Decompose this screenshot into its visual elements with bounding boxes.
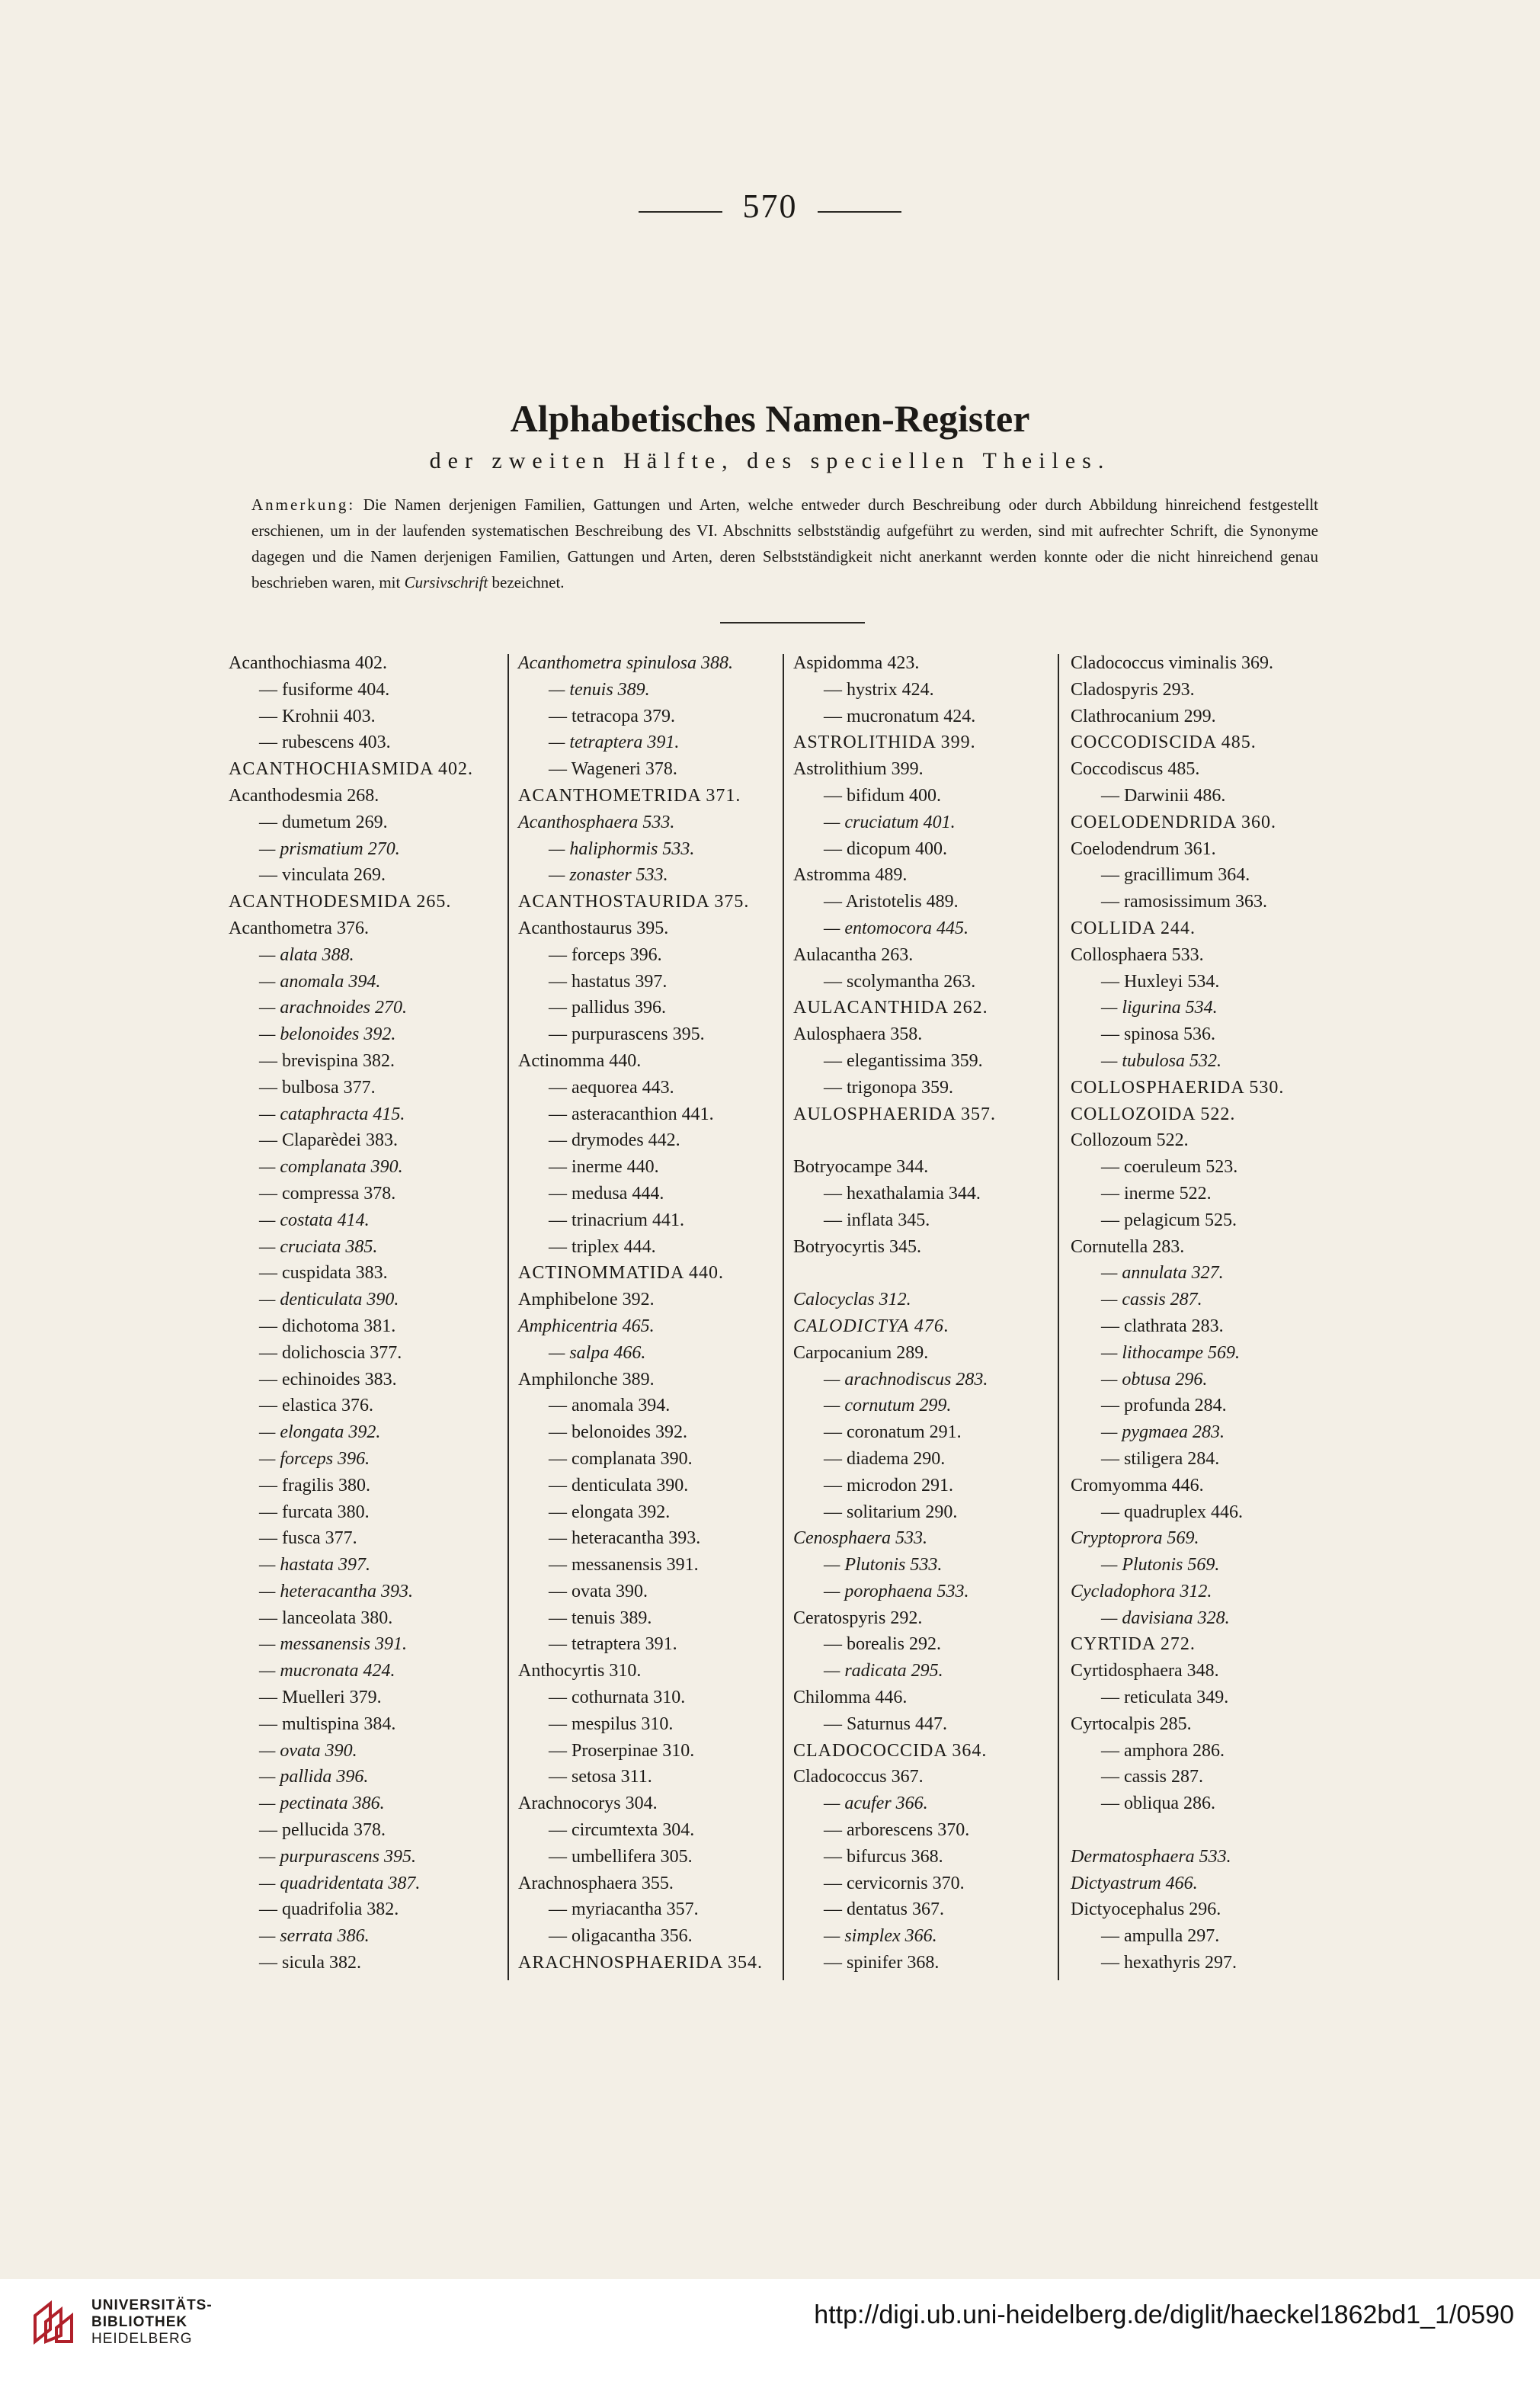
index-entry: AULOSPHAERIDA 357. [793, 1104, 997, 1124]
index-entry: — borealis 292. [824, 1634, 941, 1655]
index-entry: — sicula 382. [259, 1953, 361, 1973]
index-entry: — forceps 396. [259, 1448, 370, 1469]
note-lead: Anmerkung: [251, 495, 356, 514]
index-entry: Acanthometra 376. [229, 918, 369, 938]
page-title: Alphabetisches Namen-Register [510, 397, 1030, 440]
index-entry: Acanthochiasma 402. [229, 653, 387, 673]
index-entry: — mucronatum 424. [824, 706, 976, 726]
index-entry: Cladospyris 293. [1071, 679, 1195, 700]
index-entry: Clathrocanium 299. [1071, 706, 1216, 726]
source-url-link[interactable]: http://digi.ub.uni-heidelberg.de/diglit/haeckel1862bd1_1/0590 [814, 2300, 1514, 2329]
index-entry: — tubulosa 532. [1101, 1050, 1222, 1071]
index-entry: — hexathalamia 344. [824, 1183, 981, 1204]
index-entry: — denticulata 390. [549, 1475, 689, 1495]
index-entry: Aspidomma 423. [793, 653, 920, 673]
library-name-line-3: HEIDELBERG [91, 2331, 193, 2347]
index-entry: — spinosa 536. [1101, 1024, 1215, 1045]
index-entry: — cassis 287. [1101, 1767, 1203, 1787]
index-entry: — ampulla 297. [1101, 1926, 1220, 1947]
index-entry: — salpa 466. [549, 1342, 646, 1363]
index-entry: Cyrtidosphaera 348. [1071, 1661, 1219, 1681]
index-column-3 [793, 650, 1037, 1976]
index-entry: — ovata 390. [259, 1740, 357, 1761]
index-entry: — pelagicum 525. [1101, 1210, 1237, 1230]
index-entry: — cruciatum 401. [824, 812, 956, 832]
index-entry: — rubescens 403. [259, 732, 391, 753]
index-entry: — reticulata 349. [1101, 1688, 1229, 1708]
index-entry: — complanata 390. [549, 1448, 693, 1469]
index-entry: COLLOZOIDA 522. [1071, 1104, 1236, 1124]
index-entry: — dicopum 400. [824, 838, 947, 859]
index-entry: — vinculata 269. [259, 865, 386, 886]
index-entry: — Aristotelis 489. [824, 892, 959, 912]
index-entry: — radicata 295. [824, 1661, 943, 1681]
index-entry: Arachnosphaera 355. [518, 1873, 674, 1893]
index-entry: — annulata 327. [1101, 1263, 1224, 1284]
index-entry: — quadruplex 446. [1101, 1502, 1243, 1522]
index-entry: — bulbosa 377. [259, 1077, 376, 1098]
index-entry: — coeruleum 523. [1101, 1157, 1238, 1178]
index-entry: — arachnoides 270. [259, 998, 407, 1018]
index-entry: — brevispina 382. [259, 1050, 395, 1071]
index-entry: — bifidum 400. [824, 785, 941, 806]
index-entry: — pallidus 396. [549, 998, 666, 1018]
index-entry: — cruciata 385. [259, 1236, 378, 1257]
index-entry: — belonoides 392. [259, 1024, 396, 1045]
index-entry: — arborescens 370. [824, 1820, 970, 1841]
index-entry: — heteracantha 393. [259, 1581, 413, 1601]
index-entry: Cycladophora 312. [1071, 1581, 1212, 1601]
index-entry: — Claparèdei 383. [259, 1130, 398, 1151]
index-entry: — Huxleyi 534. [1101, 971, 1220, 992]
index-entry: — cuspidata 383. [259, 1263, 388, 1284]
index-entry: — tenuis 389. [549, 1608, 652, 1628]
column-divider-3 [1058, 654, 1059, 1980]
index-entry: — complanata 390. [259, 1157, 403, 1178]
index-entry: — elastica 376. [259, 1396, 373, 1416]
index-entry: Dictyocephalus 296. [1071, 1899, 1221, 1920]
index-entry: — myriacantha 357. [549, 1899, 699, 1920]
index-entry: — messanensis 391. [259, 1634, 408, 1655]
index-entry: COLLOSPHAERIDA 530. [1071, 1077, 1285, 1098]
index-entry: — Saturnus 447. [824, 1713, 947, 1734]
index-entry: — obliqua 286. [1101, 1794, 1215, 1814]
index-entry: — dumetum 269. [259, 812, 388, 832]
index-entry: — umbellifera 305. [549, 1846, 693, 1867]
index-entry: — costata 414. [259, 1210, 370, 1230]
index-entry: Ceratospyris 292. [793, 1608, 923, 1628]
index-entry: Cromyomma 446. [1071, 1475, 1204, 1495]
index-entry: — Plutonis 533. [824, 1555, 943, 1576]
index-entry: Aulacantha 263. [793, 944, 914, 965]
index-entry: — anomala 394. [259, 971, 381, 992]
index-entry: — oligacantha 356. [549, 1926, 693, 1947]
index-entry: Cenosphaera 533. [793, 1528, 927, 1549]
index-entry: ACANTHOMETRIDA 371. [518, 785, 741, 806]
index-entry: — Plutonis 569. [1101, 1555, 1220, 1576]
index-entry: — inflata 345. [824, 1210, 930, 1230]
index-entry: COELODENDRIDA 360. [1071, 812, 1276, 832]
note-tail: bezeichnet. [491, 573, 565, 591]
index-entry: Acanthometra spinulosa 388. [518, 653, 733, 673]
page-number: 570 [742, 188, 798, 225]
index-entry: Carpocanium 289. [793, 1342, 929, 1363]
library-name-line-2: BIBLIOTHEK [91, 2314, 188, 2330]
index-entry: — elongata 392. [259, 1422, 381, 1443]
index-entry: Arachnocorys 304. [518, 1794, 658, 1814]
index-entry: — dichotoma 381. [259, 1316, 396, 1336]
index-entry: — simplex 366. [824, 1926, 937, 1947]
index-entry: — pallida 396. [259, 1767, 369, 1787]
index-gap [793, 1127, 1037, 1154]
index-entry: — stiligera 284. [1101, 1448, 1220, 1469]
page-subtitle: der zweiten Hälfte, des speciellen Theiles. [429, 448, 1111, 473]
index-entry: AULACANTHIDA 262. [793, 998, 988, 1018]
index-entry: Cladococcus viminalis 369. [1071, 653, 1273, 673]
index-entry: — lithocampe 569. [1101, 1342, 1240, 1363]
library-logo-icon [30, 2299, 78, 2346]
index-entry: — hexathyris 297. [1101, 1953, 1237, 1973]
index-entry: — diadema 290. [824, 1448, 946, 1469]
index-entry: ACANTHOSTAURIDA 375. [518, 892, 750, 912]
index-entry: — fragilis 380. [259, 1475, 370, 1495]
index-entry: — zonaster 533. [549, 865, 668, 886]
index-entry: — mespilus 310. [549, 1713, 674, 1734]
index-entry: — fusca 377. [259, 1528, 357, 1549]
index-entry: — Wageneri 378. [549, 759, 677, 780]
index-entry: — aequorea 443. [549, 1077, 674, 1098]
index-entry: — trigonopa 359. [824, 1077, 953, 1098]
index-entry: — asteracanthion 441. [549, 1104, 714, 1124]
column-divider-1 [507, 654, 509, 1980]
index-entry: — hystrix 424. [824, 679, 934, 700]
index-entry: — porophaena 533. [824, 1581, 969, 1601]
index-entry: — cothurnata 310. [549, 1688, 686, 1708]
index-entry: Coccodiscus 485. [1071, 759, 1200, 780]
index-entry: — gracillimum 364. [1101, 865, 1250, 886]
index-entry: — Darwinii 486. [1101, 785, 1226, 806]
index-entry: Calocyclas 312. [793, 1290, 911, 1310]
index-entry: — tetraptera 391. [549, 732, 680, 753]
index-entry: — messanensis 391. [549, 1555, 699, 1576]
index-entry: Botryocyrtis 345. [793, 1236, 921, 1257]
index-entry: Cladococcus 367. [793, 1767, 924, 1787]
index-entry: Coelodendrum 361. [1071, 838, 1216, 859]
index-entry: — fusiforme 404. [259, 679, 390, 700]
index-entry: — cervicornis 370. [824, 1873, 965, 1893]
index-entry: — tetraptera 391. [549, 1634, 677, 1655]
index-entry: Collozoum 522. [1071, 1130, 1189, 1151]
index-column-2 [518, 650, 785, 1976]
index-entry: — serrata 386. [259, 1926, 370, 1947]
index-entry: — heteracantha 393. [549, 1528, 701, 1549]
index-entry: Chilomma 446. [793, 1688, 908, 1708]
index-entry: — inerme 522. [1101, 1183, 1212, 1204]
index-entry: — inerme 440. [549, 1157, 659, 1178]
index-entry: — hastata 397. [259, 1555, 371, 1576]
index-entry: CYRTIDA 272. [1071, 1634, 1196, 1655]
index-entry: — anomala 394. [549, 1396, 671, 1416]
index-entry: — Proserpinae 310. [549, 1740, 695, 1761]
index-entry: — denticulata 390. [259, 1290, 399, 1310]
footer-bar [0, 2279, 1540, 2385]
note-text: Die Namen derjenigen Familien, Gattungen und Arten, welche entweder durch Beschreibung oder durch Abbildung hinreichend festgestellt erschienen, um in der laufenden systematischen Beschreibung des VI. Abschnitts selbstständig aufgeführt zu werden, sind mit aufrechter Schrift, die Synonyme dagegen und die Namen derjenigen Familien, Gattungen und Arten, deren Selbstständigkeit nicht anerkannt werden konnte oder die nicht hinreichend genau beschrieben waren, mit [251, 495, 1319, 591]
index-entry: — amphora 286. [1101, 1740, 1225, 1761]
index-entry: — cornutum 299. [824, 1396, 952, 1416]
index-entry: CALODICTYA 476. [793, 1316, 949, 1336]
note-italic-term: Cursivschrift [404, 573, 488, 591]
index-entry: — forceps 396. [549, 944, 662, 965]
index-entry: Cyrtocalpis 285. [1071, 1713, 1192, 1734]
index-entry: Amphicentria 465. [518, 1316, 655, 1336]
index-entry: — dolichoscia 377. [259, 1342, 402, 1363]
index-column-4 [1071, 650, 1330, 1976]
index-entry: COCCODISCIDA 485. [1071, 732, 1257, 753]
index-entry: — Muelleri 379. [259, 1688, 382, 1708]
index-entry: — lanceolata 380. [259, 1608, 393, 1628]
index-entry: Amphibelone 392. [518, 1290, 655, 1310]
index-entry: — drymodes 442. [549, 1130, 680, 1151]
index-entry: ACANTHOCHIASMIDA 402. [229, 759, 474, 780]
index-entry: — belonoides 392. [549, 1422, 687, 1443]
index-entry: ACANTHODESMIDA 265. [229, 892, 452, 912]
index-entry: Collosphaera 533. [1071, 944, 1204, 965]
index-entry: COLLIDA 244. [1071, 918, 1196, 938]
index-column-1 [229, 650, 503, 1976]
index-entry: Aulosphaera 358. [793, 1024, 923, 1045]
index-entry: Astromma 489. [793, 865, 908, 886]
index-entry: — acufer 366. [824, 1794, 928, 1814]
index-entry: — mucronata 424. [259, 1661, 395, 1681]
library-name-line-1: UNIVERSITÄTS- [91, 2297, 213, 2313]
index-entry: — cataphracta 415. [259, 1104, 405, 1124]
index-entry: — ovata 390. [549, 1581, 648, 1601]
index-entry: — elongata 392. [549, 1502, 671, 1522]
index-entry: — entomocora 445. [824, 918, 969, 938]
index-gap [1071, 1817, 1330, 1844]
index-entry: Cornutella 283. [1071, 1236, 1185, 1257]
index-entry: — spinifer 368. [824, 1953, 940, 1973]
index-entry: — microdon 291. [824, 1475, 953, 1495]
index-entry: — bifurcus 368. [824, 1846, 943, 1867]
index-entry: — purpurascens 395. [549, 1024, 705, 1045]
index-entry: — alata 388. [259, 944, 354, 965]
index-entry: — purpurascens 395. [259, 1846, 417, 1867]
index-entry: — multispina 384. [259, 1713, 396, 1734]
index-entry: — pygmaea 283. [1101, 1422, 1225, 1443]
index-entry: — furcata 380. [259, 1502, 370, 1522]
index-entry: Dictyastrum 466. [1071, 1873, 1198, 1893]
index-entry: ACTINOMMATIDA 440. [518, 1263, 724, 1284]
index-entry: — dentatus 367. [824, 1899, 944, 1920]
index-entry: Botryocampe 344. [793, 1157, 929, 1178]
index-entry: Amphilonche 389. [518, 1369, 655, 1390]
index-entry: — arachnodiscus 283. [824, 1369, 988, 1390]
index-entry: — tenuis 389. [549, 679, 650, 700]
index-entry: Acanthosphaera 533. [518, 812, 675, 832]
index-entry: Astrolithium 399. [793, 759, 924, 780]
index-entry: — quadrifolia 382. [259, 1899, 399, 1920]
index-entry: — haliphormis 533. [549, 838, 695, 859]
index-entry: ASTROLITHIDA 399. [793, 732, 976, 753]
library-name [91, 2297, 213, 2348]
index-entry: — profunda 284. [1101, 1396, 1227, 1416]
index-entry: — pectinata 386. [259, 1794, 385, 1814]
index-entry: — elegantissima 359. [824, 1050, 983, 1071]
index-entry: — scolymantha 263. [824, 971, 976, 992]
index-entry: — tetracopa 379. [549, 706, 675, 726]
index-entry: — prismatium 270. [259, 838, 400, 859]
index-entry: ARACHNOSPHAERIDA 354. [518, 1953, 764, 1973]
index-entry: — triplex 444. [549, 1236, 656, 1257]
index-entry: — hastatus 397. [549, 971, 668, 992]
note-rule [720, 622, 865, 623]
index-entry: — trinacrium 441. [549, 1210, 684, 1230]
editorial-note [251, 492, 1318, 595]
index-entry: — cassis 287. [1101, 1290, 1202, 1310]
header-rule-right [818, 211, 901, 213]
index-entry: — quadridentata 387. [259, 1873, 421, 1893]
index-entry: — medusa 444. [549, 1183, 664, 1204]
index-entry: — davisiana 328. [1101, 1608, 1230, 1628]
index-entry: Acanthostaurus 395. [518, 918, 669, 938]
index-entry: — ramosissimum 363. [1101, 892, 1268, 912]
index-gap [793, 1260, 1037, 1287]
index-entry: Acanthodesmia 268. [229, 785, 379, 806]
index-entry: — coronatum 291. [824, 1422, 962, 1443]
index-entry: — echinoides 383. [259, 1369, 397, 1390]
index-entry: Dermatosphaera 533. [1071, 1846, 1231, 1867]
index-entry: — obtusa 296. [1101, 1369, 1208, 1390]
index-entry: — setosa 311. [549, 1767, 652, 1787]
index-entry: — pellucida 378. [259, 1820, 386, 1841]
index-entry: — circumtexta 304. [549, 1820, 695, 1841]
index-entry: — clathrata 283. [1101, 1316, 1224, 1336]
index-entry: — Krohnii 403. [259, 706, 376, 726]
index-entry: Cryptoprora 569. [1071, 1528, 1199, 1549]
index-entry: CLADOCOCCIDA 364. [793, 1740, 988, 1761]
index-entry: Anthocyrtis 310. [518, 1661, 642, 1681]
index-entry: — ligurina 534. [1101, 998, 1218, 1018]
index-entry: — solitarium 290. [824, 1502, 958, 1522]
index-entry: Actinomma 440. [518, 1050, 642, 1071]
index-entry: — compressa 378. [259, 1183, 396, 1204]
